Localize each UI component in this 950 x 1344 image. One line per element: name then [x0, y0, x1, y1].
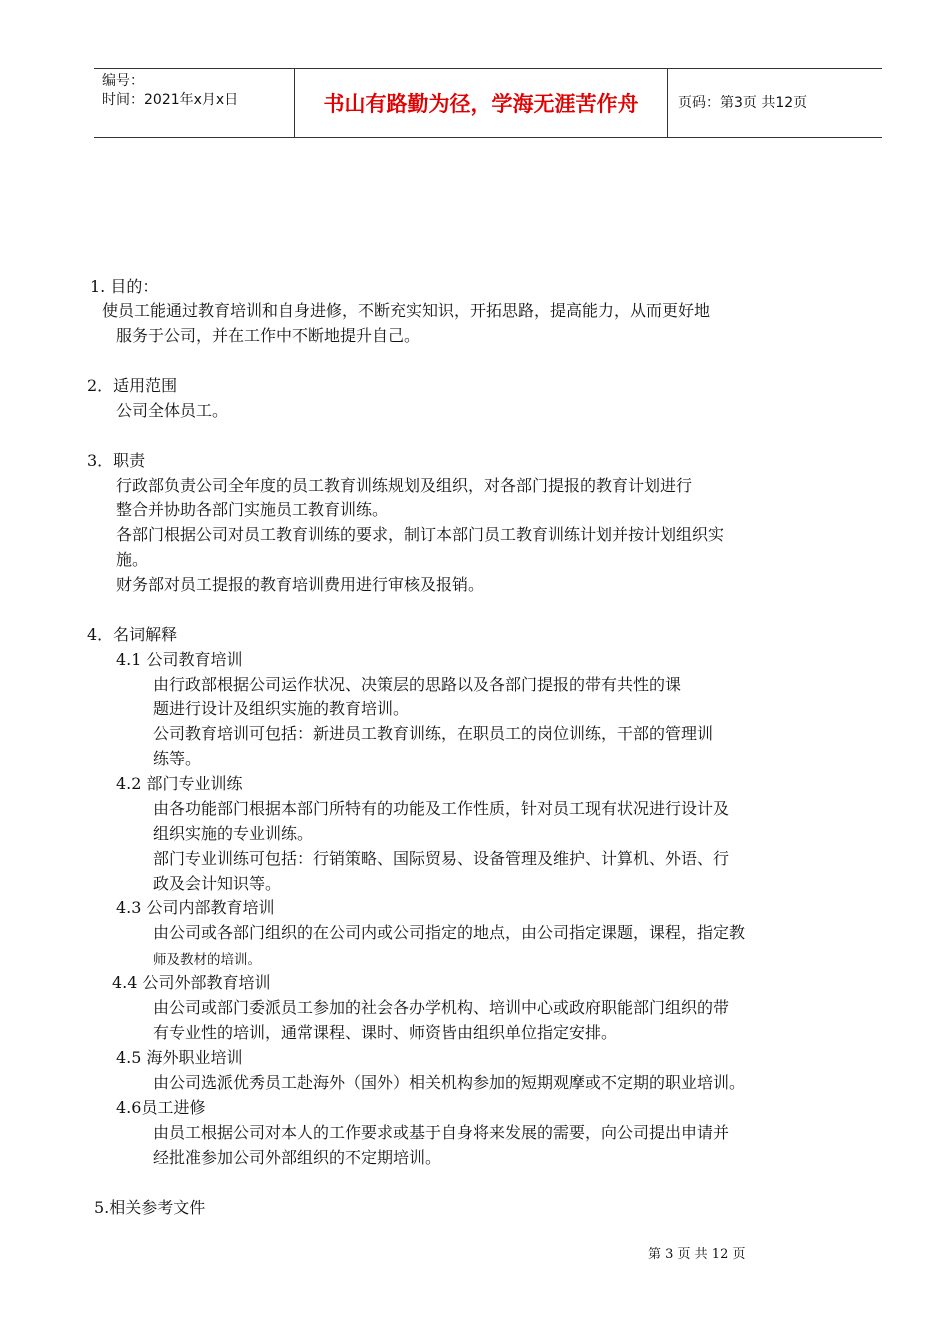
subsection-line: 由各功能部门根据本部门所特有的功能及工作性质，针对员工现有状况进行设计及	[153, 799, 730, 818]
section-3-line: 财务部对员工提报的教育培训费用进行审核及报销。	[116, 575, 485, 594]
subsection-line: 由员工根据公司对本人的工作要求或基于自身将来发展的需要，向公司提出申请并	[153, 1123, 730, 1142]
section-4-title: 4．名词解释	[87, 625, 178, 644]
subsection-line: 部门专业训练可包括：行销策略、国际贸易、设备管理及维护、计算机、外语、行	[153, 849, 730, 868]
subsection-title: 4.4 公司外部教育培训	[112, 973, 271, 992]
header-page-info: 页码：第3页 共12页	[678, 95, 808, 111]
subsection-line: 由公司选派优秀员工赴海外（国外）相关机构参加的短期观摩或不定期的职业培训。	[153, 1073, 746, 1092]
subsection-line: 由公司或部门委派员工参加的社会各办学机构、培训中心或政府职能部门组织的带	[153, 998, 730, 1017]
subsection-line: 练等。	[153, 749, 202, 768]
page-footer: 第 3 页 共 12 页	[648, 1247, 746, 1262]
subsection-line: 政及会计知识等。	[153, 874, 282, 893]
header-page-cell	[668, 69, 882, 137]
section-3-line: 各部门根据公司对员工教育训练的要求，制订本部门员工教育训练计划并按计划组织实	[116, 525, 725, 544]
section-5-title: 5.相关参考文件	[94, 1198, 206, 1217]
subsection-title: 4.3 公司内部教育培训	[116, 898, 275, 917]
section-1-line: 服务于公司，并在工作中不断地提升自己。	[116, 326, 421, 345]
header-meta-cell	[94, 69, 294, 137]
section-3-line: 施。	[116, 550, 149, 569]
subsection-title: 4.6员工进修	[116, 1098, 206, 1117]
document-number-label: 编号：	[102, 73, 144, 89]
subsection-line: 师及教材的培训。	[153, 952, 261, 968]
section-3-line: 行政部负责公司全年度的员工教育训练规划及组织，对各部门提报的教育计划进行	[116, 476, 693, 495]
section-1-line: 使员工能通过教育培训和自身进修，不断充实知识，开拓思路，提高能力，从而更好地	[102, 301, 711, 320]
document-time-label: 时间：2021年x月x日	[102, 92, 239, 108]
subsection-line: 有专业性的培训，通常课程、课时、师资皆由组织单位指定安排。	[153, 1023, 618, 1042]
page-header	[94, 68, 882, 138]
subsection-title: 4.2 部门专业训练	[116, 774, 243, 793]
subsection-line: 组织实施的专业训练。	[153, 824, 314, 843]
subsection-line: 题进行设计及组织实施的教育培训。	[153, 699, 410, 718]
subsection-line: 经批准参加公司外部组织的不定期培训。	[153, 1148, 442, 1167]
subsection-line: 公司教育培训可包括：新进员工教育训练，在职员工的岗位训练，干部的管理训	[153, 724, 714, 743]
section-3-line: 整合并协助各部门实施员工教育训练。	[116, 500, 389, 519]
subsection-line: 由公司或各部门组织的在公司内或公司指定的地点，由公司指定课题，课程，指定教	[153, 923, 746, 942]
subsection-line: 由行政部根据公司运作状况、决策层的思路以及各部门提报的带有共性的课	[153, 675, 682, 694]
header-motto-cell	[294, 69, 668, 137]
section-2-line: 公司全体员工。	[116, 401, 229, 420]
section-3-title: 3．职责	[87, 451, 146, 470]
section-1-title: 1. 目的：	[90, 277, 159, 296]
section-2-title: 2．适用范围	[87, 376, 178, 395]
header-motto: 书山有路勤为径，学海无涯苦作舟	[323, 92, 639, 116]
subsection-title: 4.1 公司教育培训	[116, 650, 243, 669]
subsection-title: 4.5 海外职业培训	[116, 1048, 243, 1067]
